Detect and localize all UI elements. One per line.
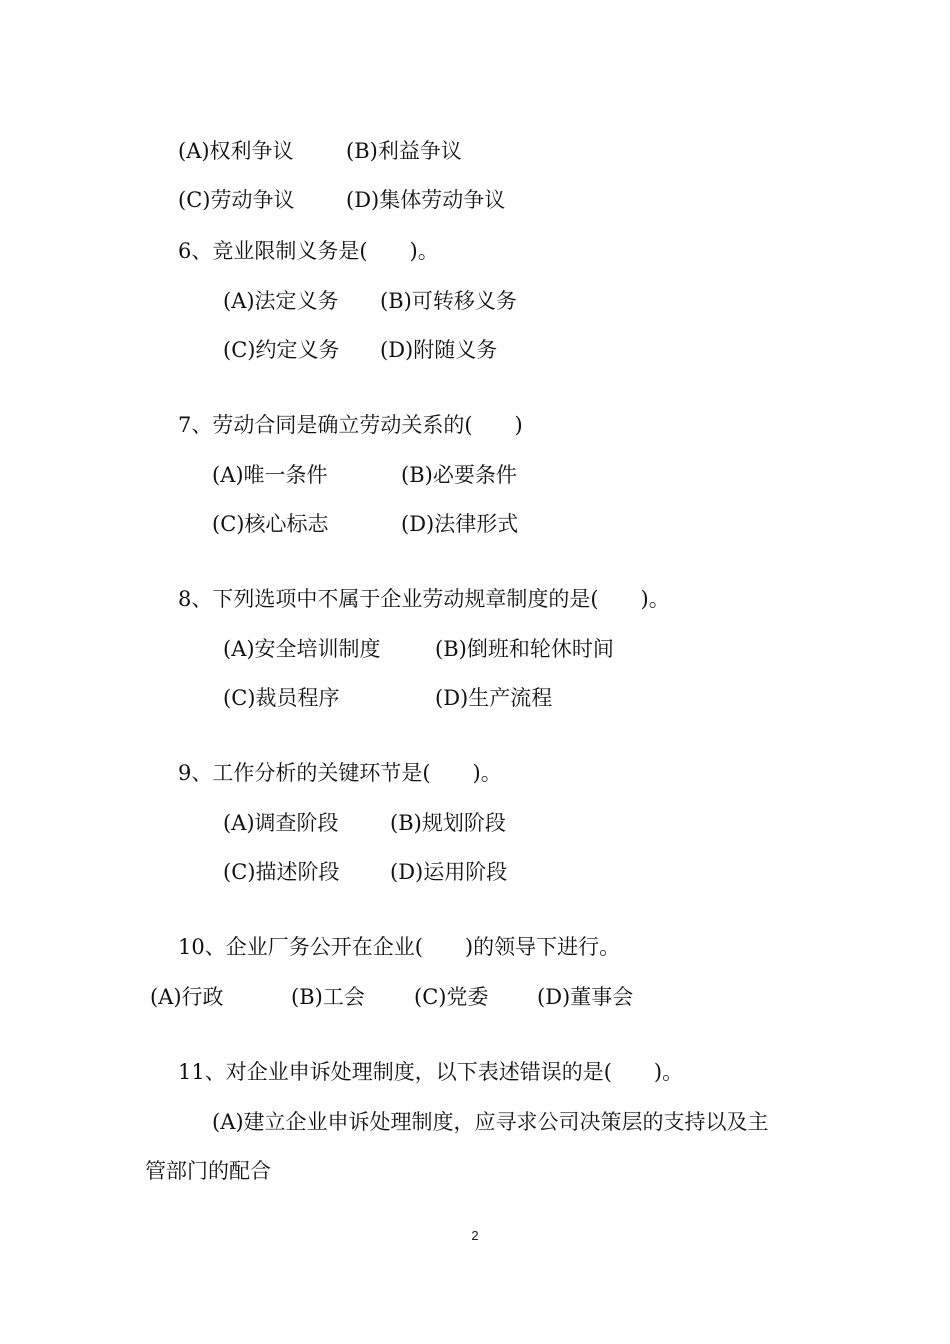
q5-option-d: (D)集体劳动争议 xyxy=(346,188,506,212)
q11-stem: 11、对企业申诉处理制度，以下表述错误的是( )。 xyxy=(178,1060,684,1084)
q6-option-a: (A)法定义务 xyxy=(223,289,339,313)
q11-option-a-line1: (A)建立企业申诉处理制度，应寻求公司决策层的支持以及主 xyxy=(212,1110,769,1134)
q8-option-a: (A)安全培训制度 xyxy=(223,637,381,661)
q10-option-c: (C)党委 xyxy=(414,985,489,1009)
q10-stem: 10、企业厂务公开在企业( )的领导下进行。 xyxy=(178,935,621,959)
q8-stem: 8、下列选项中不属于企业劳动规章制度的是( )。 xyxy=(178,587,670,611)
q7-option-d: (D)法律形式 xyxy=(401,512,519,536)
q7-option-c: (C)核心标志 xyxy=(212,512,329,536)
q6-option-c: (C)约定义务 xyxy=(223,338,340,362)
q9-option-c: (C)描述阶段 xyxy=(223,860,340,884)
q10-option-b: (B)工会 xyxy=(291,985,365,1009)
q5-option-b: (B)利益争议 xyxy=(346,139,462,163)
q6-option-b: (B)可转移义务 xyxy=(380,289,517,313)
page-number: 2 xyxy=(471,1228,479,1243)
q8-option-d: (D)生产流程 xyxy=(435,686,553,710)
q8-option-c: (C)裁员程序 xyxy=(223,686,340,710)
q6-stem: 6、竞业限制义务是( )。 xyxy=(178,239,439,263)
q7-option-a: (A)唯一条件 xyxy=(212,463,328,487)
q9-option-d: (D)运用阶段 xyxy=(390,860,508,884)
q9-option-a: (A)调查阶段 xyxy=(223,811,339,835)
q9-stem: 9、工作分析的关键环节是( )。 xyxy=(178,761,502,785)
q6-option-d: (D)附随义务 xyxy=(380,338,498,362)
q5-option-a: (A)权利争议 xyxy=(178,139,294,163)
q10-option-a: (A)行政 xyxy=(150,985,224,1009)
q10-option-d: (D)董事会 xyxy=(537,985,634,1009)
q11-option-a-line2: 管部门的配合 xyxy=(145,1159,271,1183)
q5-option-c: (C)劳动争议 xyxy=(178,188,295,212)
q9-option-b: (B)规划阶段 xyxy=(390,811,506,835)
q8-option-b: (B)倒班和轮休时间 xyxy=(435,637,614,661)
q7-option-b: (B)必要条件 xyxy=(401,463,517,487)
q7-stem: 7、劳动合同是确立劳动关系的( ) xyxy=(178,413,523,437)
